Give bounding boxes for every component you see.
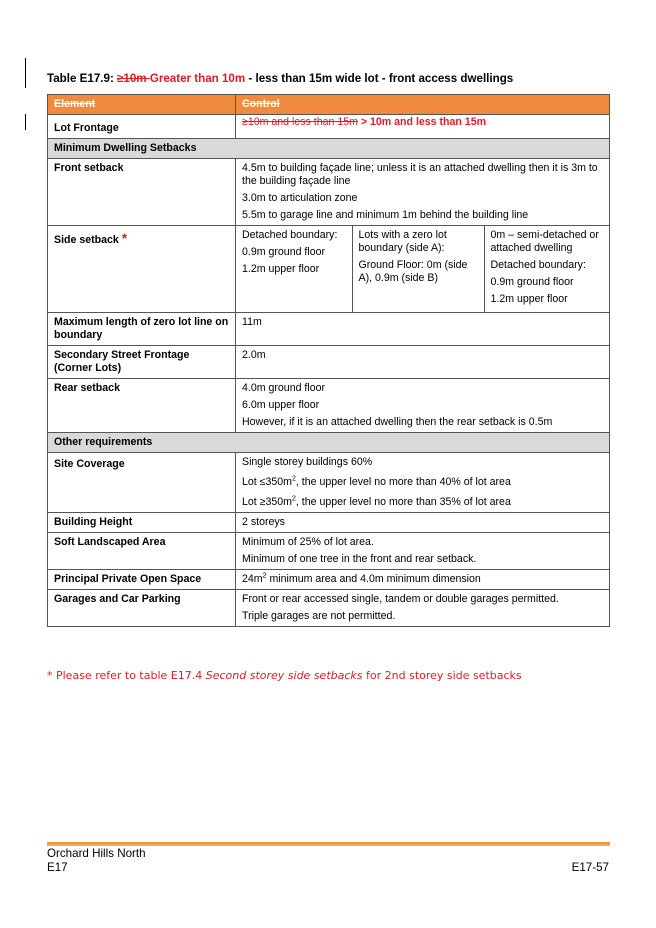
table-row bbox=[48, 570, 610, 590]
setbacks-table bbox=[47, 94, 610, 627]
footer-rule bbox=[47, 842, 610, 846]
row-label: Principal Private Open Space bbox=[48, 570, 236, 590]
row-label: Secondary Street Frontage (Corner Lots) bbox=[48, 346, 236, 379]
table-row bbox=[48, 159, 610, 226]
revision-change-bar bbox=[25, 58, 26, 88]
table-row bbox=[48, 379, 610, 433]
lot-frontage-deleted: ≥10m and less than 15m bbox=[242, 116, 358, 128]
row-value: Single storey buildings 60% Lot $\le 350m^2$, the upper level no more than 40% of lot area Lot $\ge 350m^2$, the upper level no more than 35% of lot area bbox=[236, 453, 610, 513]
row-label: Building Height bbox=[48, 513, 236, 533]
title-prefix: Table E17.9: bbox=[47, 72, 118, 85]
row-label: Maximum length of zero lot line on boundary bbox=[48, 313, 236, 346]
row-label: Side setback * bbox=[48, 226, 236, 313]
table-title bbox=[47, 72, 617, 85]
section-title: Minimum Dwelling Setbacks bbox=[48, 139, 610, 159]
section-title: Other requirements bbox=[48, 433, 610, 453]
row-label: Front setback bbox=[48, 159, 236, 226]
row-value: 11m bbox=[236, 313, 610, 346]
footnote-star: * bbox=[121, 230, 128, 246]
row-value bbox=[236, 115, 610, 139]
row-value bbox=[236, 226, 610, 313]
row-value: Minimum of 25% of lot area. Minimum of one tree in the front and rear setback. bbox=[236, 533, 610, 570]
title-inserted-text: Greater than 10m bbox=[149, 72, 246, 85]
section-row bbox=[48, 433, 610, 453]
row-value: 2 storeys bbox=[236, 513, 610, 533]
title-deleted-text: ≥10m bbox=[117, 72, 150, 85]
table-row bbox=[48, 533, 610, 570]
footer-document-name: Orchard Hills North E17 bbox=[47, 847, 146, 874]
table-header-row bbox=[48, 95, 610, 115]
footnote-table-ref: Second storey side setbacks bbox=[205, 669, 363, 682]
row-value: 2.0m bbox=[236, 346, 610, 379]
row-label: Rear setback bbox=[48, 379, 236, 433]
footnote: * Please refer to table E17.4 Second storey side setbacks for 2nd storey side setbacks bbox=[47, 669, 522, 682]
header-element: Element bbox=[48, 95, 236, 115]
table-row bbox=[48, 590, 610, 627]
lot-frontage-inserted: > 10m and less than 15m bbox=[360, 116, 487, 128]
page-number: E17-57 bbox=[571, 861, 609, 874]
row-label: Lot Frontage bbox=[48, 115, 236, 139]
row-label: Garages and Car Parking bbox=[48, 590, 236, 627]
row-value: Front or rear accessed single, tandem or double garages permitted. Triple garages are not permitted. bbox=[236, 590, 610, 627]
row-value: 4.0m ground floor 6.0m upper floor However, if it is an attached dwelling then the rear setback is 0.5m bbox=[236, 379, 610, 433]
row-label: Soft Landscaped Area bbox=[48, 533, 236, 570]
side-setback-zero-lot: Lots with a zero lot boundary (side A): Ground Floor: 0m (side A), 0.9m (side B) bbox=[352, 226, 484, 312]
row-value: 4.5m to building façade line; unless it is an attached dwelling then it is 3m to the building façade line 3.0m to articulation zone 5.5m to garage line and minimum 1m behind the building line bbox=[236, 159, 610, 226]
table-row bbox=[48, 115, 610, 139]
table-row bbox=[48, 313, 610, 346]
table-row bbox=[48, 226, 610, 313]
row-label: Site Coverage bbox=[48, 453, 236, 513]
row-value: $24m^2$ minimum area and 4.0m minimum dimension bbox=[236, 570, 610, 590]
side-setback-semi-detached: 0m – semi-detached or attached dwelling Detached boundary: 0.9m ground floor 1.2m upper floor bbox=[484, 226, 610, 312]
side-setback-detached: Detached boundary: 0.9m ground floor 1.2m upper floor bbox=[242, 229, 338, 275]
title-suffix: - less than 15m wide lot - front access dwellings bbox=[245, 72, 514, 85]
revision-change-bar bbox=[25, 114, 26, 130]
header-control: Control bbox=[236, 95, 610, 115]
table-row bbox=[48, 513, 610, 533]
table-row bbox=[48, 453, 610, 513]
section-row bbox=[48, 139, 610, 159]
side-setback-subtable bbox=[236, 226, 610, 312]
table-row bbox=[48, 346, 610, 379]
